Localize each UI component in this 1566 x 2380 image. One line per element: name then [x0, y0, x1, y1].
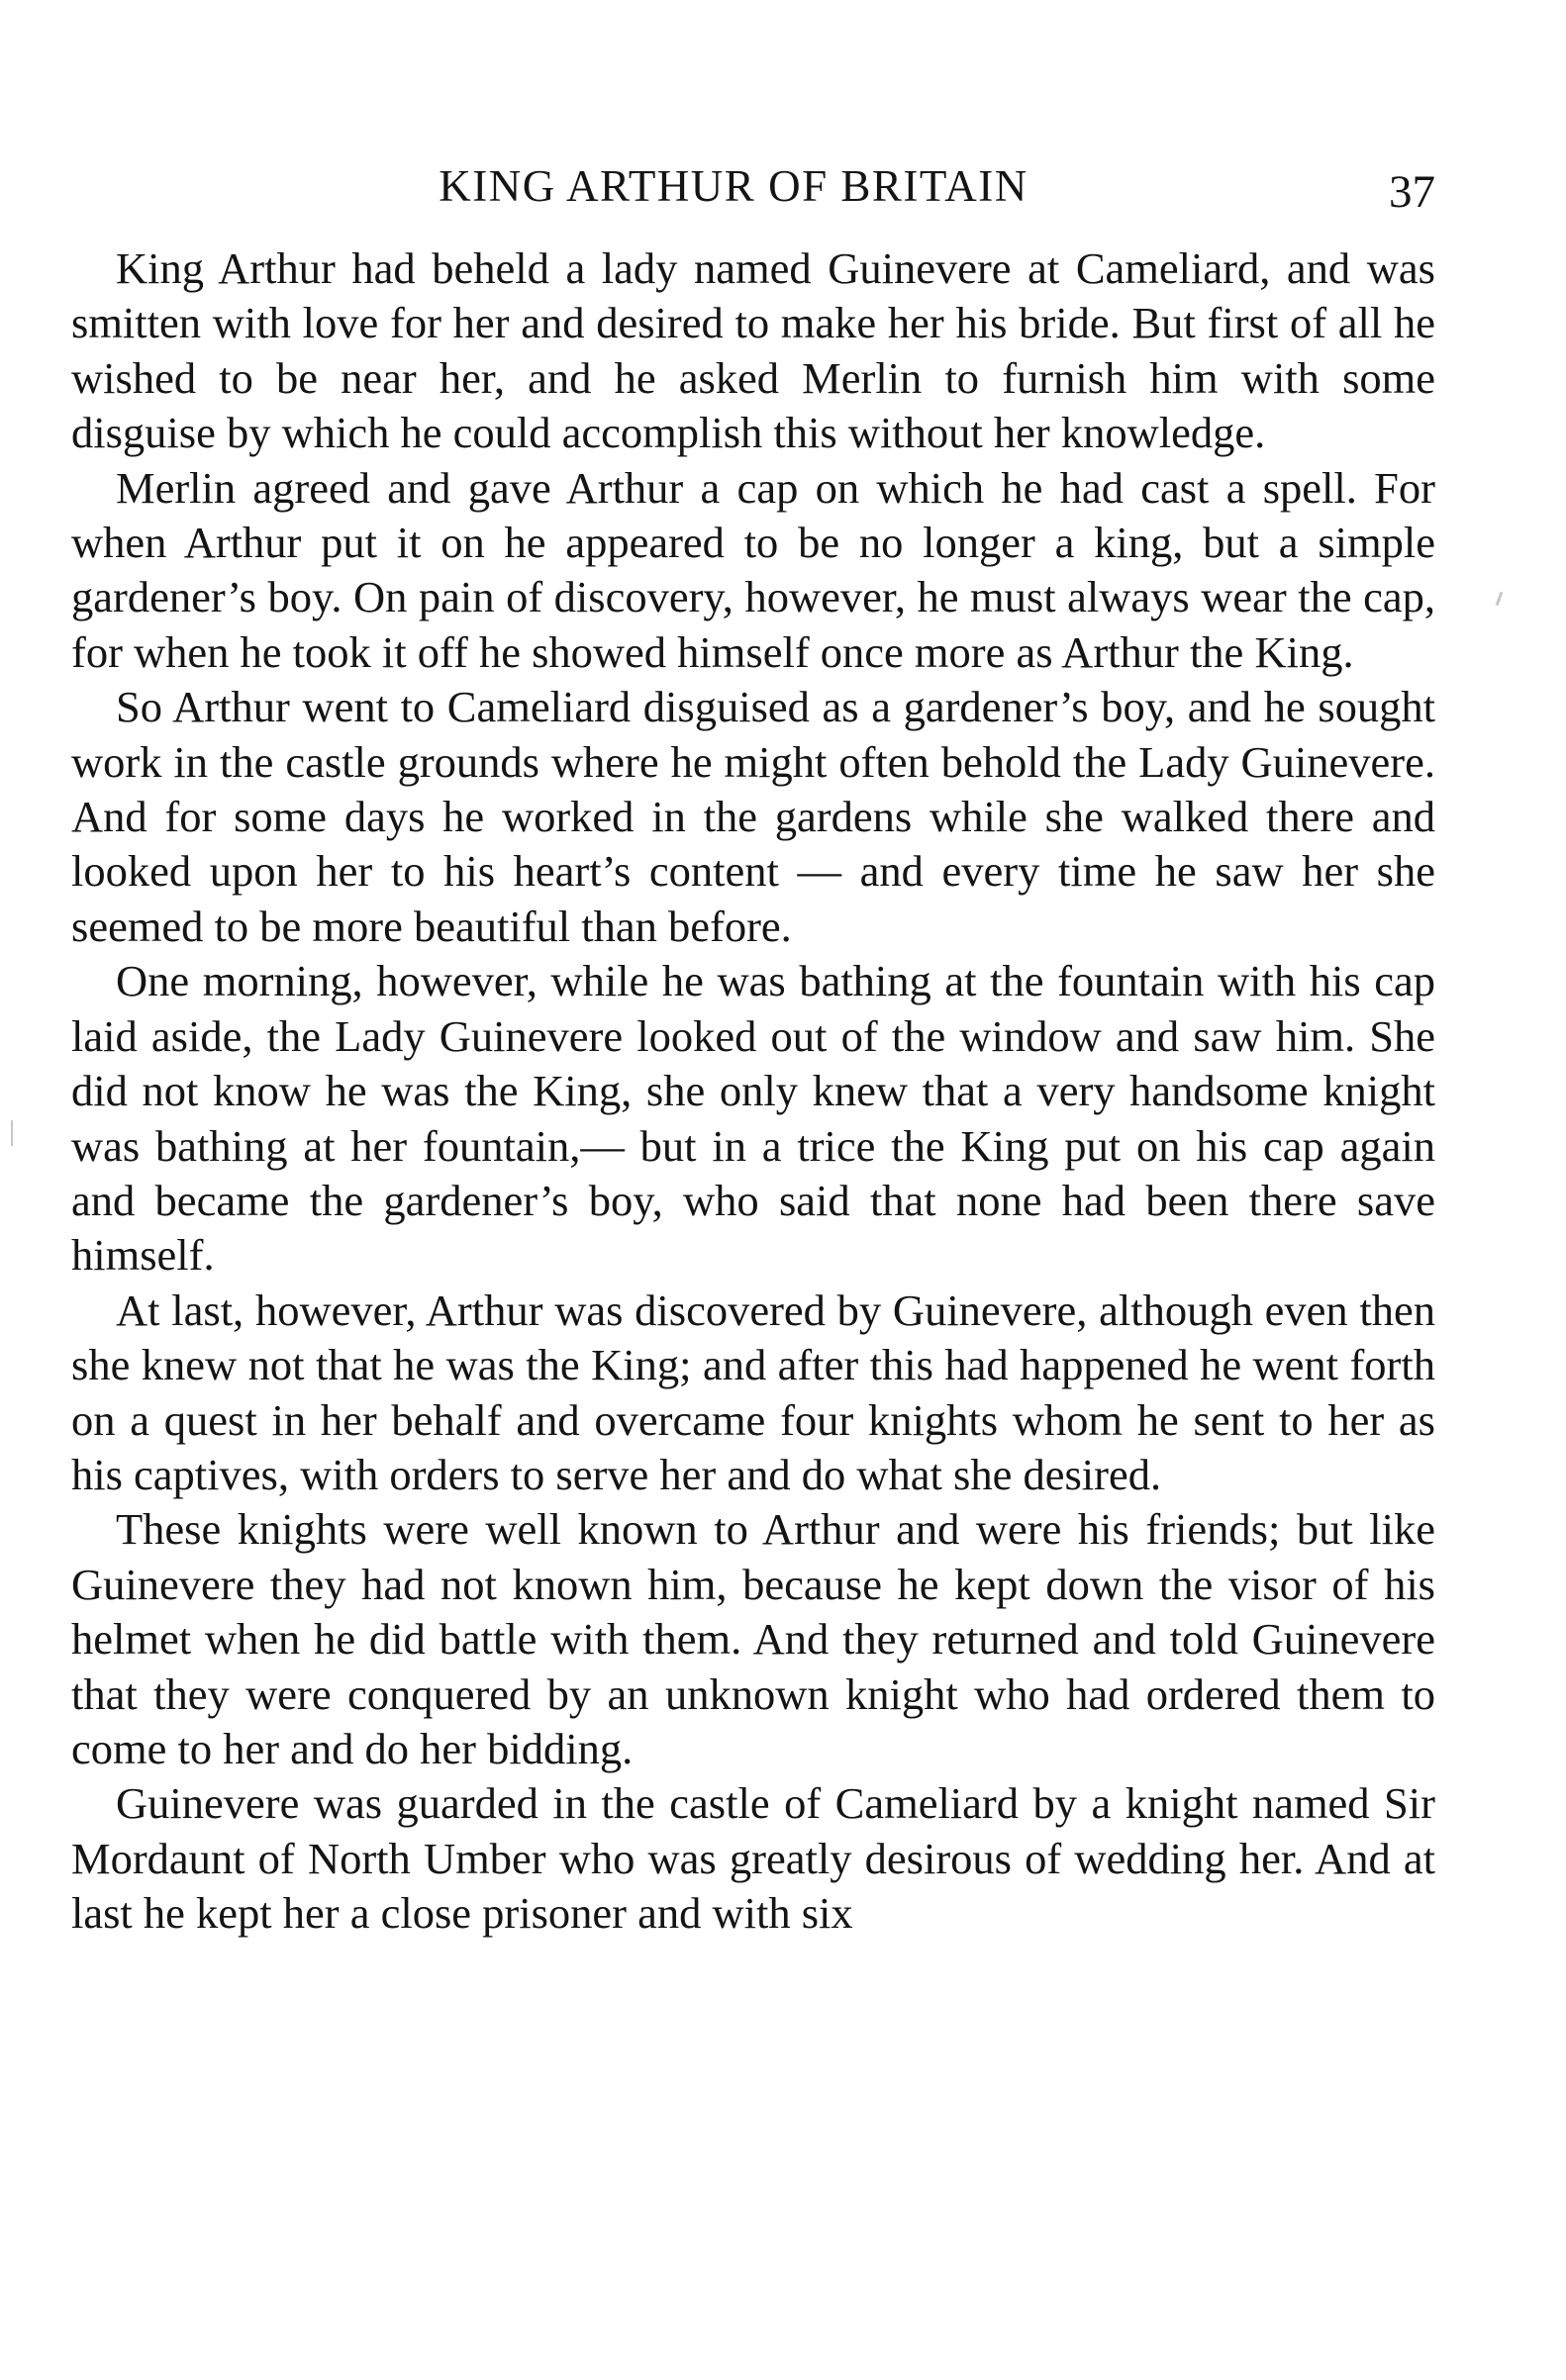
- running-title: KING ARTHUR OF BRITAIN: [439, 161, 1028, 211]
- paragraph-7: Guinevere was guarded in the castle of Cameliard by a knight named Sir Mordaunt of North Umber who was greatly desirous of wedding her. And at last he kept her a close prisoner and with six: [71, 1778, 1435, 1939]
- margin-speck: [11, 1120, 13, 1146]
- body-text: [71, 241, 1435, 1942]
- margin-speck: [1496, 592, 1504, 606]
- running-head: [71, 156, 1435, 226]
- paragraph-2: Merlin agreed and gave Arthur a cap on which he had cast a spell. For when Arthur put it on he appeared to be no longer a king, but a simple gardener’s boy. On pain of discovery, however, he must always wear the cap, for when he took it off he showed himself once more as Arthur the King.: [71, 462, 1435, 677]
- paragraph-5: At last, however, Arthur was discovered by Guinevere, although even then she knew not that he was the King; and after this had happened he went forth on a quest in her behalf and overcame four knights whom he sent to her as his captives, with orders to serve her and do what she desired.: [71, 1285, 1435, 1499]
- paragraph-1: King Arthur had beheld a lady named Guinevere at Cameliard, and was smitten with love for her and desired to make her his bride. But first of all he wished to be near her, and he asked Merlin to furnish him with some disguise by which he could accomplish this without her knowledge.: [71, 243, 1435, 458]
- paragraph-6: These knights were well known to Arthur and were his friends; but like Guinevere they had not known him, because he kept down the visor of his helmet when he did battle with them. And they returned and told Guinevere that they were conquered by an unknown knight who had ordered them to come to her and do her bidding.: [71, 1504, 1435, 1773]
- page-number: 37: [1389, 166, 1435, 218]
- paragraph-4: One morning, however, while he was bathing at the fountain with his cap laid aside, the Lady Guinevere looked out of the window and saw him. She did not know he was the King, she only knew that a very handsome knight was bathing at her fountain,— but in a trice the King put on his cap again and became the gardener’s boy, who said that none had been there save himself.: [71, 956, 1435, 1281]
- paragraph-3: So Arthur went to Cameliard disguised as a gardener’s boy, and he sought work in the castle grounds where he might often behold the Lady Guinevere. And for some days he worked in the gardens while she walked there and looked upon her to his heart’s content — and every time he saw her she seemed to be more beautiful than before.: [71, 682, 1435, 951]
